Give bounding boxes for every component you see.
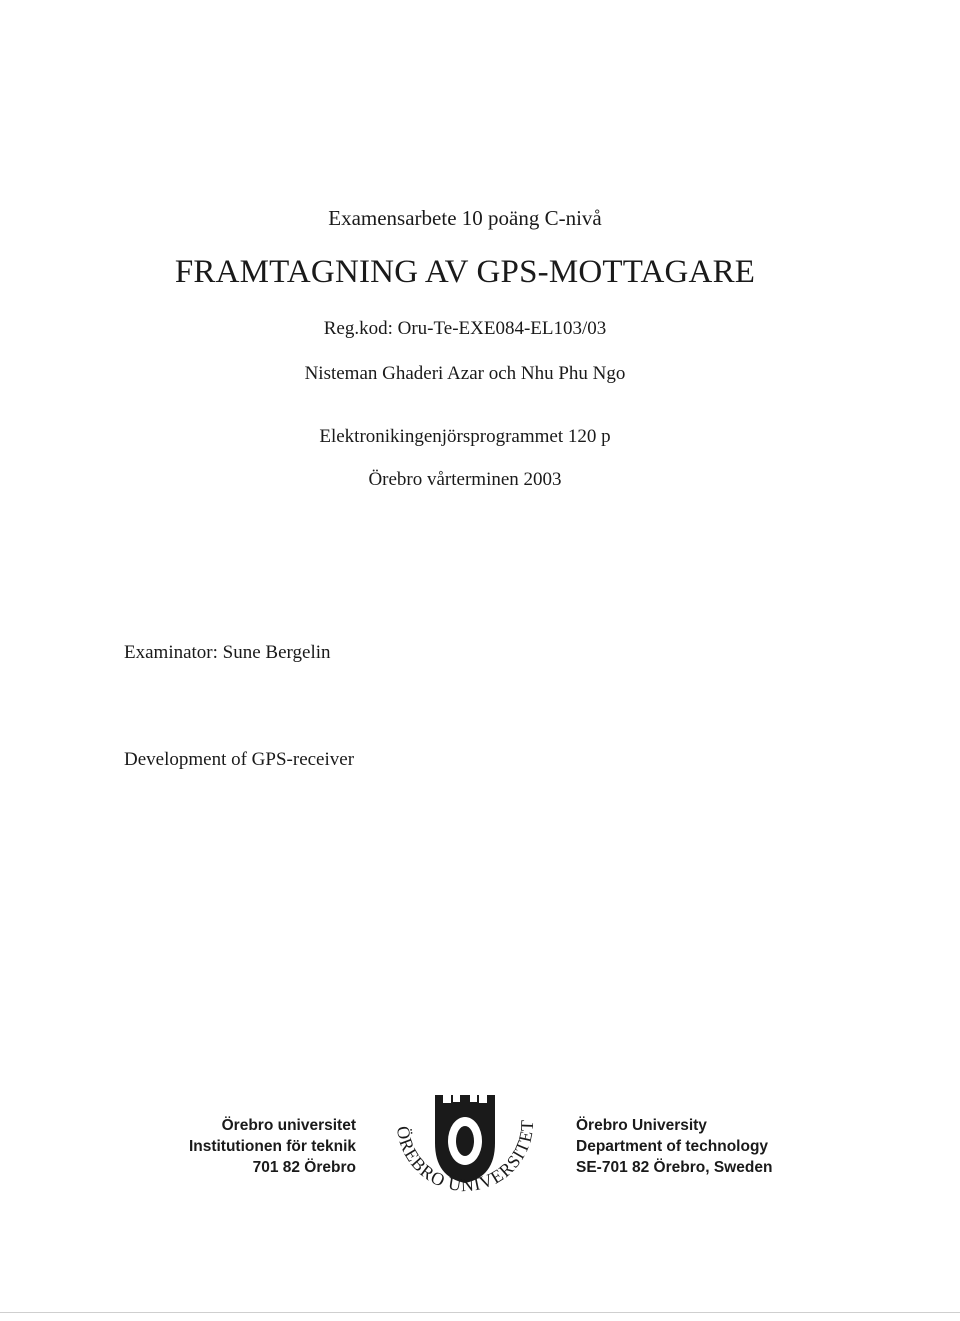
university-name-en: Örebro University: [576, 1117, 707, 1134]
department-sv: Institutionen för teknik: [188, 1138, 356, 1155]
postal-address-sv: 701 82 Örebro: [252, 1159, 356, 1176]
study-program: Elektronikingenjörsprogrammet 120 p: [319, 426, 611, 447]
seal-arc-text: ÖREBRO UNIVERSITET: [392, 1118, 538, 1196]
thesis-level: Examensarbete 10 poäng C-nivå: [328, 206, 602, 230]
page-edge-divider: [0, 1312, 960, 1313]
examiner: Examinator: Sune Bergelin: [124, 642, 331, 663]
authors: Nisteman Ghaderi Azar och Nhu Phu Ngo: [304, 363, 626, 384]
page-title: FRAMTAGNING AV GPS-MOTTAGARE: [174, 254, 756, 290]
swedish-address-block: [150, 1115, 356, 1178]
postal-address-en: SE-701 82 Örebro, Sweden: [576, 1159, 773, 1176]
university-name-sv: Örebro universitet: [221, 1117, 356, 1134]
university-seal-logo: [375, 1085, 555, 1215]
term: Örebro vårterminen 2003: [368, 469, 562, 490]
department-en: Department of technology: [576, 1138, 769, 1155]
english-address-block: [576, 1115, 836, 1178]
registration-code: Reg.kod: Oru-Te-EXE084-EL103/03: [323, 318, 607, 339]
english-title: Development of GPS-receiver: [124, 749, 355, 770]
